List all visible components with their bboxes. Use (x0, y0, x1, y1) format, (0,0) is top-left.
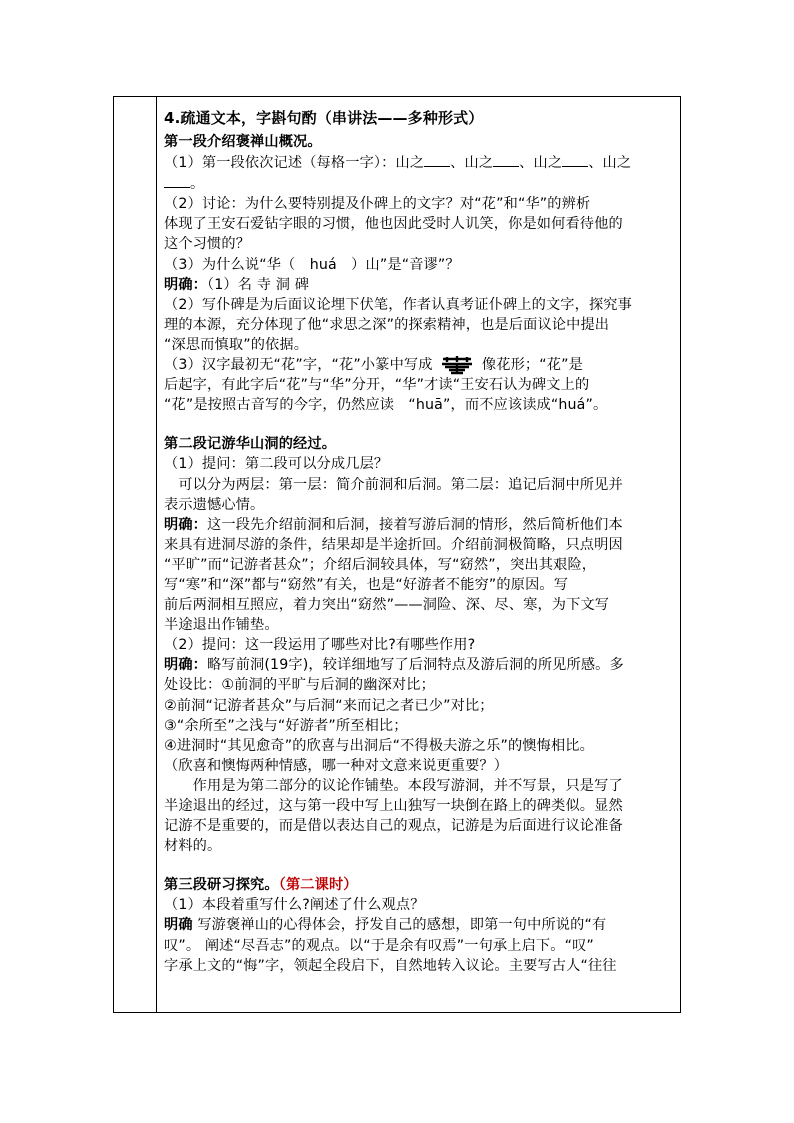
answer-1: 明确：（1）名 寺 洞 碑 (164, 276, 310, 293)
p2-explain-l2: 来具有进洞尽游的条件，结果却是半途折回。介绍前洞极简略，只点明因 (164, 536, 623, 553)
seal-script-hua-glyph (437, 355, 477, 375)
p3-question-1: （1）本段着重写什么?阐述了什么观点？ (164, 897, 425, 914)
paragraph-1-title: 第一段介绍褒禅山概况。 (164, 134, 322, 150)
answer-2-l2: 理的本源，充分体现了他“求思之深”的探索精神，也是后面议论中提出 (164, 316, 610, 333)
paragraph-2-title: 第二段记游华山洞的经过。 (164, 436, 337, 453)
answer-3-l1: （3）汉字最初无“花”字，“花”小篆中写成 像花形；“花”是 (164, 357, 583, 374)
p2-explain-l1: 明确：这一段先介绍前洞和后洞，接着写游后洞的情形，然后简析他们本 (164, 516, 623, 533)
answer-label: 明确： (164, 276, 208, 293)
p2-compare-l4: ③“余所至”之浅与“好游者”所至相比； (164, 717, 408, 734)
p2-explain-l4: 写“寒”和“深”都与“窈然”有关，也是“好游者不能穷”的原因。写 (164, 576, 569, 593)
p2-question-1: （1）提问：第二段可以分成几层？ (164, 456, 389, 473)
p2-effect-l1: 作用是为第二部分的议论作铺垫。本段写游洞，并不写景，只是写了 (164, 777, 623, 794)
lesson-note: （第二课时） (278, 877, 358, 894)
fill-blank[interactable] (562, 152, 588, 167)
question-2-l2: 体现了王安石爱钻字眼的习惯，他也因此受时人讥笑，你是如何看待他的 (164, 216, 623, 233)
fill-blank[interactable] (493, 152, 519, 167)
answer-label: 明确 (164, 917, 193, 934)
answer-3-l3: “花”是按照古音写的今字，仍然应读 “huā”，而不应该读成“huá”。 (164, 397, 608, 414)
p2-explain-l5: 前后两洞相互照应，着力突出“窈然”——洞险、深、尽、寒，为下文写 (164, 597, 610, 614)
answer-label: 明确： (164, 516, 208, 533)
p2-question-2: （2）提问：这一段运用了哪些对比?有哪些作用? (164, 637, 476, 654)
p2-compare-l2: 处设比：①前洞的平旷与后洞的幽深对比； (164, 677, 435, 694)
p2-effect-l2: 半途退出的经过，这与第一段中写上山独写一块倒在路上的碑类似。显然 (164, 798, 623, 814)
p3-answer-l2: 叹”。 阐述“尽吾志”的观点。以“于是余有叹焉”一句承上启下。“叹” (164, 937, 594, 954)
p2-explain-l6: 半途退出作铺垫。 (164, 617, 279, 634)
question-3: （3）为什么说“华（ huá ）山”是“音谬”？ (164, 256, 460, 273)
p2-effect-l3: 记游不是重要的，而是借以表达自己的观点，记游是为后面进行议论准备 (164, 818, 623, 835)
p2-answer-1-l2: 表示遗憾心情。 (164, 496, 265, 513)
p2-compare-l3: ②前洞“记游者甚众”与后洞“来而记之者已少”对比； (164, 697, 494, 714)
p3-answer-l1: 明确 写游褒禅山的心得体会，抒发自己的感想，即第一句中所说的“有 (164, 917, 607, 934)
paragraph-3-title: 第三段研习探究。（第二课时） (164, 877, 358, 894)
lesson-table (113, 96, 681, 1013)
answer-2-l1: （2）写仆碑是为后面议论埋下伏笔，作者认真考证仆碑上的文字，探究事 (164, 296, 632, 313)
p2-compare-l1: 明确：略写前洞(19字)，较详细地写了后洞特点及游后洞的所见所感。多 (164, 657, 624, 674)
p3-answer-l3: 字承上文的“悔”字，领起全段启下，自然地转入议论。主要写古人“往往 (164, 957, 617, 974)
p2-effect-l4: 材料的。 (164, 838, 222, 855)
p2-explain-l3: “平旷”而“记游者甚众”；介绍后洞较具体，写“窈然”，突出其艰险， (164, 556, 597, 573)
p2-compare-l6: （欣喜和懊悔两种情感，哪一种对文意来说更重要？） (164, 757, 509, 774)
answer-label: 明确： (164, 657, 208, 674)
p2-compare-l5: ④进洞时“其见愈奇”的欣喜与出洞后“不得极夫游之乐”的懊悔相比。 (164, 737, 594, 754)
section-heading: 4.疏通文本，字斟句酌（串讲法——多种形式） (164, 109, 484, 127)
fill-blank[interactable] (164, 173, 190, 188)
question-1-line: （1）第一段依次记述（每格一字）：山之 、山之 、山之 、山之 (164, 152, 674, 173)
question-1-line-end: 。 (164, 173, 674, 194)
question-2-l3: 这个习惯的？ (164, 236, 251, 253)
question-2-l1: （2）讨论：为什么要特别提及仆碑上的文字？对“花”和“华”的辨析 (164, 196, 591, 213)
answer-3-l2: 后起字，有此字后“花”与“华”分开，“华”才读“王安石认为碑文上的 (164, 377, 590, 394)
answer-2-l3: “深思而慎取”的依据。 (164, 336, 309, 353)
p2-answer-1-l1: 可以分为两层：第一层：简介前洞和后洞。第二层：追记后洞中所见并 (164, 476, 623, 493)
fill-blank[interactable] (424, 152, 450, 167)
table-content-cell (158, 97, 680, 1012)
table-left-column (114, 97, 157, 1012)
